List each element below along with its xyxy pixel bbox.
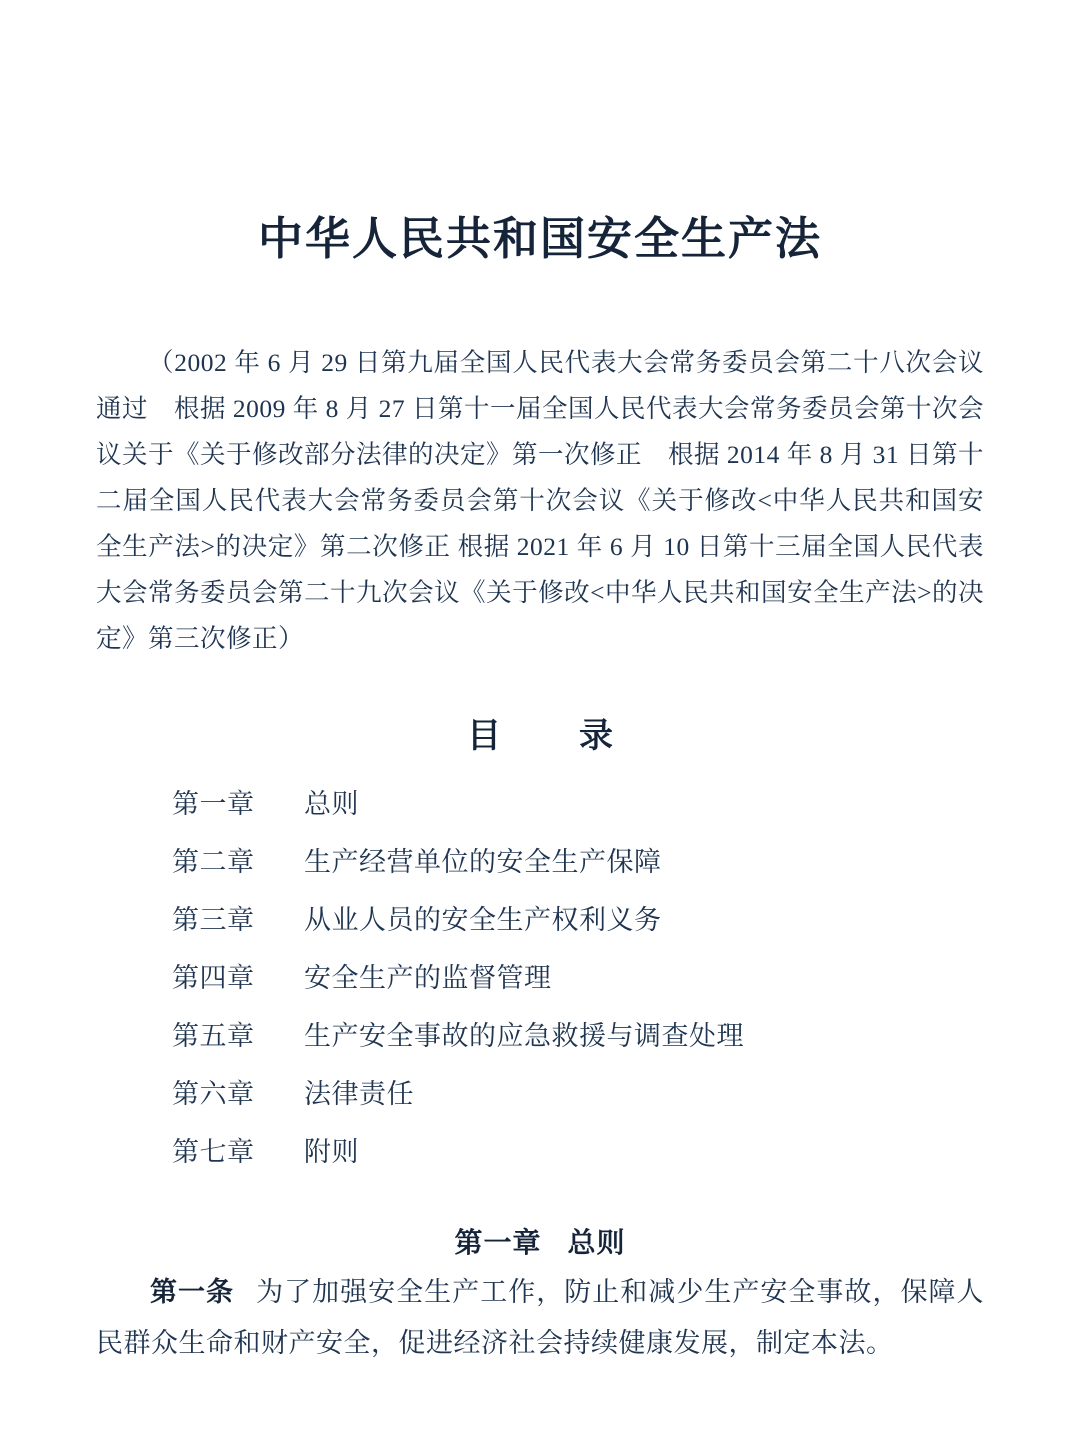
toc-item-number: 第七章 — [172, 1137, 255, 1167]
list-item[interactable] — [172, 1123, 984, 1181]
list-item[interactable] — [172, 833, 984, 891]
list-item[interactable] — [172, 1007, 984, 1065]
toc-item-label: 安全生产的监督管理 — [304, 963, 552, 993]
page-title: 中华人民共和国安全生产法 — [257, 214, 822, 264]
list-item[interactable] — [172, 891, 984, 949]
toc-item-number: 第六章 — [172, 1079, 255, 1109]
toc-item-label: 生产经营单位的安全生产保障 — [304, 847, 662, 877]
list-item[interactable] — [172, 949, 984, 1007]
toc-item-label: 总则 — [304, 789, 359, 819]
article-text: 为了加强安全生产工作，防止和减少生产安全事故，保障人民群众生命和财产安全，促进经济社会持续健康发展，制定本法。 — [96, 1277, 985, 1358]
table-of-contents — [96, 775, 984, 1181]
toc-item-number: 第一章 — [172, 789, 255, 819]
toc-item-number: 第四章 — [172, 963, 255, 993]
toc-item-label: 生产安全事故的应急救援与调查处理 — [304, 1021, 744, 1051]
toc-heading: 目 录 — [467, 718, 635, 755]
toc-item-number: 第五章 — [172, 1021, 255, 1051]
toc-item-number: 第二章 — [172, 847, 255, 877]
chapter-heading — [96, 1221, 984, 1261]
toc-item-label: 从业人员的安全生产权利义务 — [304, 905, 662, 935]
toc-item-label: 法律责任 — [304, 1079, 414, 1109]
chapter-number: 第一章 — [454, 1228, 542, 1259]
article-paragraph — [96, 1267, 984, 1369]
toc-item-label: 附则 — [304, 1137, 359, 1167]
list-item[interactable] — [172, 1065, 984, 1123]
article-label: 第一条 — [150, 1277, 235, 1307]
toc-item-number: 第三章 — [172, 905, 255, 935]
list-item[interactable] — [172, 775, 984, 833]
preamble-paragraph: （2002 年 6 月 29 日第九届全国人民代表大会常务委员会第二十八次会议通过 根据 2009 年 8 月 27 日第十一届全国人民代表大会常务委员会第十次会议关于《关于修改部分法律的决定》第一次修正 根据 2014 年 8 月 31 日第十二届全国人民代表大会常务委员会第十次会议《关于修改<中华人民共和国安全生产法>的决定》第二次修正 根据 2021 年 6 月 10 日第十三届全国人民代表大会常务委员会第二十九次会议《关于修改<中华人民共和国安全生产法>的决定》第三次修正） — [96, 348, 985, 653]
chapter-title: 总则 — [567, 1228, 626, 1259]
